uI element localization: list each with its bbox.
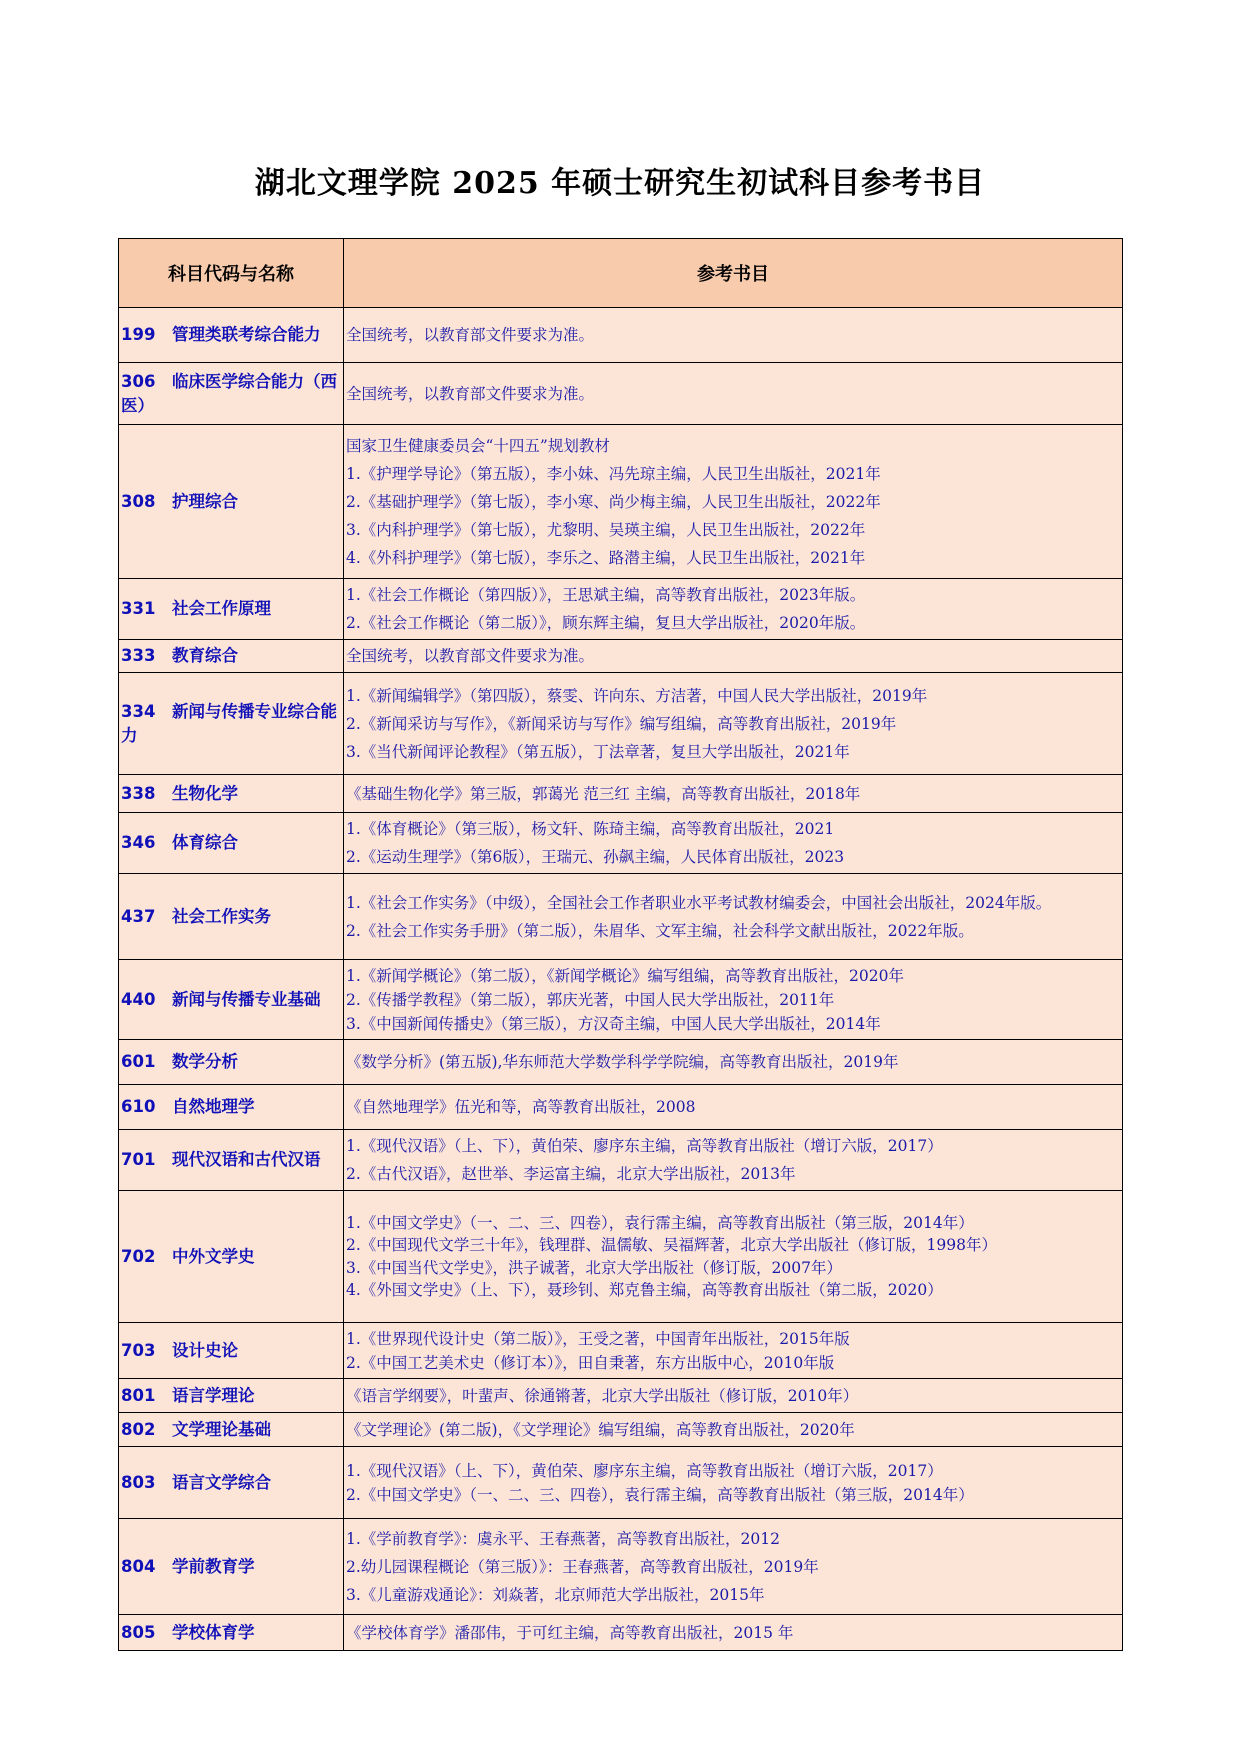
book-entry: 1.《中国文学史》（一、二、三、四卷），袁行霈主编，高等教育出版社（第三版，2014年） [346, 1213, 974, 1232]
book-entry: 4.《外国文学史》（上、下），聂珍钊、郑克鲁主编，高等教育出版社（第二版，2020） [346, 1281, 943, 1299]
book-entry: 2.《社会工作概论（第二版）》，顾东辉主编，复旦大学出版社，2020年版。 [346, 614, 866, 632]
book-entry: 1.《社会工作实务》（中级），全国社会工作者职业水平考试教材编委会，中国社会出版社，2024年版。 [346, 893, 1052, 912]
subject-cell: 308 护理综合 [119, 425, 344, 579]
book-entry: 3.《中国新闻传播史》（第三版），方汉奇主编，中国人民大学出版社，2014年 [346, 1014, 881, 1033]
book-entry: 1.《社会工作概论（第四版）》，王思斌主编，高等教育出版社，2023年版。 [346, 586, 866, 604]
books-cell [344, 673, 1123, 775]
book-entry: 《学校体育学》潘邵伟，于可红主编，高等教育出版社，2015 年 [346, 1623, 794, 1642]
book-entry: 2.幼儿园课程概论（第三版）》：王春燕著，高等教育出版社，2019年 [346, 1557, 819, 1576]
book-entry: 1.《学前教育学》：虞永平、王春燕著，高等教育出版社，2012 [346, 1529, 780, 1548]
subject-cell: 610 自然地理学 [119, 1085, 344, 1130]
subject-cell: 338 生物化学 [119, 775, 344, 813]
table-row [119, 1040, 1123, 1085]
books-cell [344, 363, 1123, 425]
book-entry: 1.《现代汉语》（上、下），黄伯荣、廖序东主编，高等教育出版社（增订六版，2017） [346, 1137, 943, 1155]
books-cell [344, 874, 1123, 960]
book-entry: 2.《社会工作实务手册》（第二版），朱眉华、文军主编，社会科学文献出版社，2022年版。 [346, 921, 974, 940]
table-row [119, 1191, 1123, 1323]
book-entry: 1.《现代汉语》（上、下），黄伯荣、廖序东主编，高等教育出版社（增订六版，2017） [346, 1461, 943, 1480]
books-cell [344, 425, 1123, 579]
table-row [119, 813, 1123, 874]
table-row [119, 425, 1123, 579]
table-row [119, 874, 1123, 960]
book-entry: 全国统考，以教育部文件要求为准。 [346, 326, 595, 344]
book-entry: 国家卫生健康委员会“十四五”规划教材 [346, 436, 610, 455]
books-cell [344, 1323, 1123, 1379]
subject-cell: 346 体育综合 [119, 813, 344, 874]
table-row [119, 1615, 1123, 1651]
page-title: 湖北文理学院 2025 年硕士研究生初试科目参考书目 [254, 166, 986, 201]
book-entry: 1.《新闻编辑学》（第四版），蔡雯、许向东、方洁著，中国人民大学出版社，2019年 [346, 686, 928, 705]
table-row [119, 775, 1123, 813]
table-row [119, 1379, 1123, 1413]
books-cell [344, 640, 1123, 673]
books-cell [344, 1130, 1123, 1191]
table-row [119, 308, 1123, 363]
book-entry: 2.《中国文学史》（一、二、三、四卷），袁行霈主编，高等教育出版社（第三版，2014年） [346, 1485, 974, 1504]
book-entry: 3.《中国当代文学史》，洪子诚著，北京大学出版社（修订版，2007年） [346, 1258, 842, 1277]
table-row [119, 1519, 1123, 1615]
subject-cell: 802 文学理论基础 [119, 1413, 344, 1447]
book-entry: 2.《基础护理学》（第七版），李小寒、尚少梅主编，人民卫生出版社，2022年 [346, 492, 881, 511]
book-entry: 《文学理论》(第二版)，《文学理论》编写组编，高等教育出版社，2020年 [346, 1420, 855, 1439]
table-row [119, 579, 1123, 640]
table-row [119, 1130, 1123, 1191]
book-entry: 2.《中国现代文学三十年》，钱理群、温儒敏、吴福辉著，北京大学出版社（修订版，1998年） [346, 1236, 997, 1254]
book-entry: 《自然地理学》伍光和等，高等教育出版社，2008 [346, 1098, 696, 1116]
table-row [119, 1447, 1123, 1519]
books-cell [344, 813, 1123, 874]
reference-books-table [118, 238, 1123, 1651]
books-cell [344, 1615, 1123, 1651]
subject-cell: 437 社会工作实务 [119, 874, 344, 960]
table-row [119, 960, 1123, 1040]
book-entry: 4.《外科护理学》（第七版），李乐之、路潜主编，人民卫生出版社，2021年 [346, 548, 866, 567]
book-entry: 《基础生物化学》第三版，郭蔼光 范三红 主编，高等教育出版社，2018年 [346, 784, 861, 803]
subject-cell: 306 临床医学综合能力（西医） [119, 363, 344, 425]
books-cell [344, 1085, 1123, 1130]
book-entry: 2.《传播学教程》（第二版），郭庆光著，中国人民大学出版社，2011年 [346, 990, 835, 1009]
books-cell [344, 1191, 1123, 1323]
subject-cell: 333 教育综合 [119, 640, 344, 673]
subject-cell: 805 学校体育学 [119, 1615, 344, 1651]
subject-cell: 199 管理类联考综合能力 [119, 308, 344, 363]
book-entry: 3.《内科护理学》（第七版），尤黎明、吴瑛主编，人民卫生出版社，2022年 [346, 520, 866, 539]
subject-cell: 702 中外文学史 [119, 1191, 344, 1323]
books-cell [344, 960, 1123, 1040]
subject-cell: 803 语言文学综合 [119, 1447, 344, 1519]
books-cell [344, 1379, 1123, 1413]
book-entry: 1.《护理学导论》（第五版），李小妹、冯先琼主编，人民卫生出版社，2021年 [346, 464, 881, 483]
books-cell [344, 775, 1123, 813]
books-cell [344, 1447, 1123, 1519]
books-cell [344, 579, 1123, 640]
books-cell [344, 1040, 1123, 1085]
book-entry: 全国统考，以教育部文件要求为准。 [346, 647, 595, 665]
book-entry: 2.《运动生理学》（第6版），王瑞元、孙飙主编，人民体育出版社，2023 [346, 848, 845, 866]
book-entry: 2.《新闻采访与写作》，《新闻采访与写作》编写组编，高等教育出版社，2019年 [346, 714, 897, 733]
books-cell [344, 1413, 1123, 1447]
book-entry: 全国统考，以教育部文件要求为准。 [346, 384, 595, 403]
subject-cell: 334 新闻与传播专业综合能力 [119, 673, 344, 775]
book-entry: 3.《当代新闻评论教程》（第五版），丁法章著，复旦大学出版社，2021年 [346, 742, 850, 761]
subject-cell: 440 新闻与传播专业基础 [119, 960, 344, 1040]
book-entry: 《数学分析》(第五版),华东师范大学数学科学学院编，高等教育出版社，2019年 [346, 1053, 899, 1071]
subject-cell: 801 语言学理论 [119, 1379, 344, 1413]
book-entry: 2.《中国工艺美术史（修订本）》，田自秉著，东方出版中心，2010年版 [346, 1353, 835, 1372]
books-cell [344, 308, 1123, 363]
book-entry: 《语言学纲要》，叶蜚声、徐通锵著，北京大学出版社（修订版，2010年） [346, 1386, 859, 1405]
table-row [119, 1323, 1123, 1379]
subject-cell: 601 数学分析 [119, 1040, 344, 1085]
book-entry: 1.《世界现代设计史（第二版）》，王受之著，中国青年出版社，2015年版 [346, 1329, 850, 1348]
book-entry: 2.《古代汉语》，赵世举、李运富主编，北京大学出版社，2013年 [346, 1165, 796, 1183]
subject-cell: 804 学前教育学 [119, 1519, 344, 1615]
table-row [119, 1413, 1123, 1447]
subject-cell: 703 设计史论 [119, 1323, 344, 1379]
table-row [119, 363, 1123, 425]
books-cell [344, 1519, 1123, 1615]
subject-cell: 331 社会工作原理 [119, 579, 344, 640]
table-row [119, 673, 1123, 775]
table-row [119, 640, 1123, 673]
book-entry: 1.《体育概论》（第三版），杨文轩、陈琦主编，高等教育出版社，2021 [346, 820, 835, 838]
book-entry: 3.《儿童游戏通论》：刘焱著，北京师范大学出版社，2015年 [346, 1585, 765, 1604]
table-header-row [119, 239, 1123, 308]
subject-cell: 701 现代汉语和古代汉语 [119, 1130, 344, 1191]
books-column-header: 参考书目 [344, 239, 1123, 308]
book-entry: 1.《新闻学概论》（第二版），《新闻学概论》编写组编，高等教育出版社，2020年 [346, 966, 904, 985]
subject-column-header: 科目代码与名称 [119, 239, 344, 308]
table-row [119, 1085, 1123, 1130]
